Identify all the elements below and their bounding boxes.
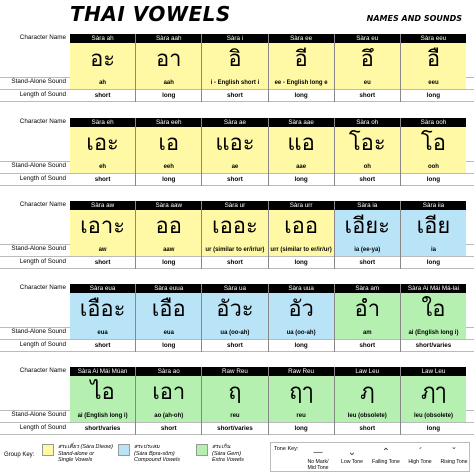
character-name: Sàra ao [136, 367, 201, 376]
vowel-cell [201, 284, 267, 352]
stand-alone-sound: ah [99, 80, 107, 86]
vowel-cell [268, 367, 334, 435]
tone-key-item [403, 447, 437, 471]
thai-vowel-glyph: เอา [152, 379, 186, 405]
thai-vowel-glyph: โอะ [348, 130, 386, 156]
thai-vowel-glyph: โอ [420, 130, 446, 156]
thai-vowel-glyph: เออ [284, 213, 319, 239]
glyph-background [70, 376, 135, 409]
glyph-background [401, 210, 466, 243]
character-name: Sàra ae [202, 118, 267, 127]
tone-key-label: Tone Key: [274, 446, 299, 452]
thai-vowel-glyph: อึ [360, 46, 374, 72]
stand-alone-sound: ai (English long i) [408, 330, 459, 336]
length-of-sound: long [162, 92, 176, 99]
vowel-cell [268, 284, 334, 352]
thai-vowel-glyph: เอือ [151, 296, 186, 322]
length-of-sound: short [94, 92, 111, 99]
length-of-sound: short [227, 342, 243, 349]
row-label-stand-alone-sound: Stand-Alone Sound [11, 78, 66, 85]
thai-vowel-glyph: ไอ [90, 379, 115, 405]
vowel-cell [268, 34, 334, 102]
character-name: Sàra eeu [401, 34, 466, 43]
vowel-section [0, 284, 474, 352]
tone-name: Falling Tone [372, 459, 400, 465]
glyph-background [335, 127, 400, 160]
character-name: Sàra iia [401, 201, 466, 210]
glyph-background [136, 210, 201, 243]
length-of-sound: long [294, 92, 308, 99]
row-label-stand-alone-sound: Stand-Alone Sound [11, 411, 66, 418]
falling-tone-icon: ⌃ [381, 447, 391, 458]
swatch-green [196, 444, 208, 456]
length-of-sound: short/varies [217, 425, 253, 432]
thai-vowel-glyph: อัว [288, 296, 314, 322]
vowel-cell [135, 118, 201, 186]
vowel-cell [400, 201, 466, 269]
glyph-background [202, 43, 267, 76]
stand-alone-sound: eu [363, 80, 371, 86]
thai-vowel-glyph: เออะ [212, 213, 258, 239]
glyph-background [335, 293, 400, 326]
vowel-cell [135, 367, 201, 435]
stand-alone-sound: i - English short i [210, 80, 260, 86]
vowel-cell [201, 118, 267, 186]
vowel-cell [135, 34, 201, 102]
thai-vowel-glyph: เอือะ [79, 296, 126, 322]
length-of-sound: long [294, 342, 308, 349]
stand-alone-sound: aaw [163, 247, 175, 253]
character-name: Raw Reu [202, 367, 267, 376]
vowel-cell [70, 367, 135, 435]
tone-key-item [369, 447, 403, 471]
thai-vowel-glyph: ฦ [360, 379, 375, 405]
group-key-single-text: สระเดี่ยว (Sàra Dìeow) Stand-alone or Single Vowels [58, 444, 113, 463]
flat-line-icon: — [313, 447, 323, 458]
length-of-sound: short [94, 176, 111, 183]
group-key-compound-text: สระประสม (Sàra Bpra-sŏm) Compound Vowels [134, 444, 180, 463]
vowel-cell [400, 118, 466, 186]
stand-alone-sound: reu [296, 413, 306, 419]
stand-alone-sound: ooh [427, 164, 439, 170]
stand-alone-sound: aw [98, 247, 107, 253]
glyph-background [269, 43, 334, 76]
group-key-extra [196, 444, 266, 470]
vowel-section [0, 118, 474, 186]
stand-alone-sound: ia (ee-ya) [354, 247, 381, 253]
thai-vowel-glyph: อิ [228, 46, 242, 72]
stand-alone-sound: leu (obsolete) [347, 413, 387, 419]
vowel-row [70, 201, 466, 269]
row-label-character-name: Character Name [19, 367, 66, 374]
length-of-sound: short [94, 259, 111, 266]
thai-vowel-glyph: เอะ [86, 130, 119, 156]
stand-alone-sound: ai (English long i) [77, 413, 128, 419]
group-key-compound [118, 444, 188, 470]
stand-alone-sound: eh [99, 164, 107, 170]
stand-alone-sound: ur (similar to er/ir/ur) [205, 247, 265, 253]
stand-alone-sound: leu (obsolete) [413, 413, 453, 419]
page-title: THAI VOWELS [70, 2, 231, 26]
character-name: Sàra eeh [136, 118, 201, 127]
vowel-section [0, 34, 474, 102]
stand-alone-sound: eeh [163, 164, 174, 170]
length-of-sound: short/varies [84, 425, 121, 432]
vowel-cell [70, 118, 135, 186]
thai-vowel-glyph: อำ [354, 296, 381, 322]
length-of-sound: short [359, 92, 376, 99]
length-of-sound: long [426, 92, 441, 99]
length-of-sound: long [426, 259, 441, 266]
stand-alone-sound: eua [163, 330, 174, 336]
tone-key [270, 442, 470, 472]
thai-vowel-glyph: ออ [155, 213, 182, 239]
character-name: Sàra ia [335, 201, 400, 210]
vowel-cell [334, 34, 400, 102]
low-tone-icon: ⌄ [347, 447, 357, 458]
vowel-cell [334, 284, 400, 352]
glyph-background [269, 210, 334, 243]
stand-alone-sound: ua (oo-ah) [220, 330, 250, 336]
character-name: Sàra eua [70, 284, 135, 293]
length-of-sound: long [294, 176, 308, 183]
row-label-length-of-sound: Length of Sound [19, 258, 66, 265]
vowel-cell [135, 284, 201, 352]
group-key-label: Group Key: [4, 452, 35, 458]
character-name: Sàra ee [269, 34, 334, 43]
length-of-sound: short [359, 342, 376, 349]
tone-key-item [301, 447, 335, 471]
thai-vowel-glyph: ฦๅ [420, 379, 447, 405]
character-name: Sàra Ai Mái Má-lai [401, 284, 466, 293]
character-name: Law Leu [335, 367, 400, 376]
page-subtitle: NAMES AND SOUNDS [366, 14, 462, 23]
glyph-background [136, 293, 201, 326]
character-name: Sàra eu [335, 34, 400, 43]
row-label-stand-alone-sound: Stand-Alone Sound [11, 328, 66, 335]
glyph-background [335, 210, 400, 243]
row-label-length-of-sound: Length of Sound [19, 91, 66, 98]
thai-vowel-glyph: เอีย [416, 213, 451, 239]
character-name: Sàra urr [269, 201, 334, 210]
character-name: Sàra aaw [136, 201, 201, 210]
glyph-background [70, 210, 135, 243]
thai-vowel-glyph: แอ [287, 130, 315, 156]
glyph-background [202, 293, 267, 326]
glyph-background [401, 127, 466, 160]
stand-alone-sound: ae [231, 164, 239, 170]
length-of-sound: short [359, 259, 376, 266]
length-of-sound: short [227, 92, 243, 99]
stand-alone-sound: ia [430, 247, 436, 253]
vowel-cell [70, 284, 135, 352]
swatch-yellow [42, 444, 54, 456]
length-of-sound: long [294, 259, 308, 266]
glyph-background [202, 376, 267, 409]
stand-alone-sound: oh [363, 164, 371, 170]
vowel-cell [201, 201, 267, 269]
character-name: Sàra oh [335, 118, 400, 127]
row-label-stand-alone-sound: Stand-Alone Sound [11, 245, 66, 252]
thai-vowel-glyph: ฤ [228, 379, 242, 405]
stand-alone-sound: reu [230, 413, 240, 419]
thai-vowel-glyph: เอียะ [344, 213, 390, 239]
tone-name: No Mark/ Mid Tone [307, 459, 329, 471]
vowel-cell [268, 118, 334, 186]
length-of-sound: long [426, 176, 441, 183]
glyph-background [70, 293, 135, 326]
vowel-row [70, 34, 466, 102]
glyph-background [70, 127, 135, 160]
high-tone-icon: ˊ [417, 447, 423, 458]
vowel-cell [334, 367, 400, 435]
character-name: Sàra aw [70, 201, 135, 210]
glyph-background [136, 376, 201, 409]
thai-vowel-glyph: อะ [90, 46, 116, 72]
vowel-section [0, 367, 474, 435]
vowel-section [0, 201, 474, 269]
thai-vowel-glyph: เอาะ [80, 213, 126, 239]
vowel-cell [268, 201, 334, 269]
length-of-sound: short [94, 342, 111, 349]
character-name: Sàra Ai Mái Múan [70, 367, 135, 376]
character-name: Sàra uua [269, 284, 334, 293]
row-label-length-of-sound: Length of Sound [19, 175, 66, 182]
row-label-length-of-sound: Length of Sound [19, 341, 66, 348]
header [0, 0, 474, 32]
tone-key-item [335, 447, 369, 471]
glyph-background [401, 43, 466, 76]
footer-key [0, 440, 474, 475]
tone-name: High Tone [408, 459, 432, 465]
vowel-cell [70, 34, 135, 102]
character-name: Sàra ooh [401, 118, 466, 127]
character-name: Sàra aae [269, 118, 334, 127]
glyph-background [335, 43, 400, 76]
length-of-sound: long [426, 425, 441, 432]
stand-alone-sound: ee - English long e [274, 80, 328, 86]
character-name: Sàra ur [202, 201, 267, 210]
vowel-row [70, 284, 466, 352]
vowel-cell [70, 201, 135, 269]
length-of-sound: short [160, 425, 177, 432]
row-label-character-name: Character Name [19, 118, 66, 125]
stand-alone-sound: aae [296, 164, 307, 170]
tone-name: Rising Tone [440, 459, 468, 465]
group-key-single [42, 444, 112, 470]
length-of-sound: long [162, 176, 176, 183]
stand-alone-sound: ao (ah-oh) [154, 413, 184, 419]
character-name: Sàra euua [136, 284, 201, 293]
character-name: Sàra i [202, 34, 267, 43]
thai-vowel-glyph: ใอ [421, 296, 446, 322]
vowel-cell [135, 201, 201, 269]
length-of-sound: short [359, 425, 376, 432]
character-name: Sàra eh [70, 118, 135, 127]
vowel-cell [400, 284, 466, 352]
glyph-background [269, 293, 334, 326]
glyph-background [269, 127, 334, 160]
glyph-background [401, 293, 466, 326]
character-name: Law Leu [401, 367, 466, 376]
glyph-background [401, 376, 466, 409]
thai-vowel-glyph: แอะ [215, 130, 255, 156]
thai-vowel-glyph: เอ [158, 130, 180, 156]
glyph-background [202, 127, 267, 160]
glyph-background [136, 127, 201, 160]
vowel-row [70, 118, 466, 186]
tone-name: Low Tone [340, 459, 364, 465]
stand-alone-sound: aah [163, 80, 174, 86]
character-name: Sàra aah [136, 34, 201, 43]
length-of-sound: long [162, 342, 176, 349]
length-of-sound: short [227, 259, 243, 266]
vowel-cell [400, 367, 466, 435]
character-name: Sàra ua [202, 284, 267, 293]
rising-tone-icon: ˇ [451, 447, 457, 458]
stand-alone-sound: urr (similar to er/ir/ur) [270, 247, 332, 253]
thai-vowel-glyph: ฤๅ [289, 379, 314, 405]
swatch-blue [118, 444, 130, 456]
thai-vowel-glyph: อัวะ [216, 296, 254, 322]
vowel-cell [334, 118, 400, 186]
length-of-sound: long [162, 259, 176, 266]
stand-alone-sound: eua [97, 330, 108, 336]
glyph-background [269, 376, 334, 409]
vowel-cell [400, 34, 466, 102]
length-of-sound: short/varies [415, 342, 452, 349]
character-name: Sàra ah [70, 34, 135, 43]
glyph-background [136, 43, 201, 76]
length-of-sound: long [294, 425, 308, 432]
stand-alone-sound: am [362, 330, 372, 336]
character-name: Raw Reu [269, 367, 334, 376]
vowel-cell [201, 367, 267, 435]
glyph-background [70, 43, 135, 76]
row-label-stand-alone-sound: Stand-Alone Sound [11, 162, 66, 169]
vowel-row [70, 367, 466, 435]
thai-vowel-glyph: อื [426, 46, 441, 72]
glyph-background [335, 376, 400, 409]
stand-alone-sound: ua (oo-ah) [286, 330, 316, 336]
glyph-background [202, 210, 267, 243]
row-label-character-name: Character Name [19, 284, 66, 291]
tone-key-item [437, 447, 471, 471]
row-label-length-of-sound: Length of Sound [19, 424, 66, 431]
row-label-character-name: Character Name [19, 201, 66, 208]
length-of-sound: short [359, 176, 376, 183]
group-key-extra-text: สระเกิน (Sàra Gern) Extra Vowels [212, 444, 244, 463]
row-label-character-name: Character Name [19, 34, 66, 41]
length-of-sound: short [227, 176, 243, 183]
thai-vowel-glyph: อา [155, 46, 182, 72]
vowel-cell [334, 201, 400, 269]
character-name: Sàra am [335, 284, 400, 293]
stand-alone-sound: eeu [428, 80, 439, 86]
vowel-cell [201, 34, 267, 102]
thai-vowel-glyph: อี [294, 46, 308, 72]
